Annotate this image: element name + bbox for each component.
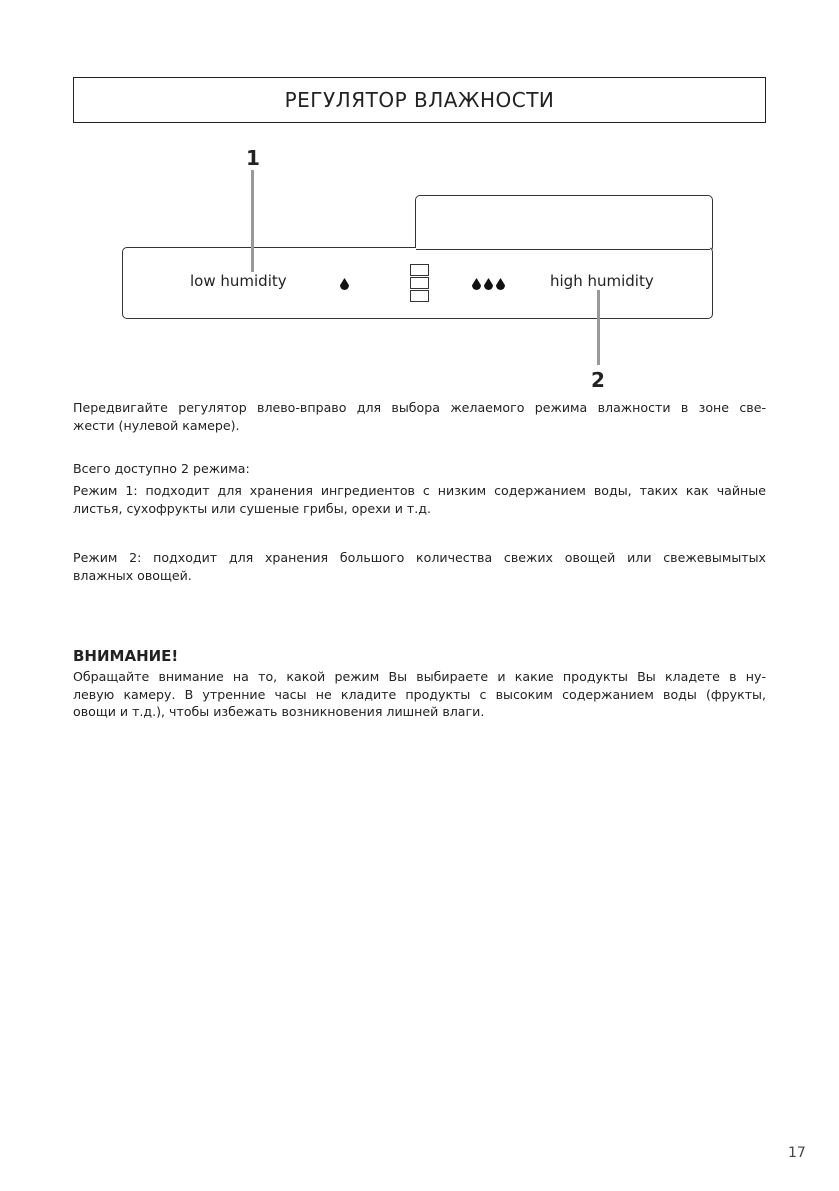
- text-line: овощи и т.д.), чтобы избежать возникновения лишней влаги.: [73, 704, 485, 719]
- callout-2: 2: [591, 368, 605, 392]
- page-title: РЕГУЛЯТОР ВЛАЖНОСТИ: [73, 77, 766, 123]
- page-number: 17: [788, 1145, 806, 1161]
- text-line: Режим 1: подходит для хранения ингредиентов с низким содержанием воды, таких как чайные: [73, 483, 766, 498]
- paragraph-mode-2: [73, 549, 766, 584]
- upper-panel: [415, 195, 713, 252]
- slider-icon[interactable]: [410, 264, 429, 303]
- text-line: Передвигайте регулятор влево-вправо для выбора желаемого режима влажности в зоне све-: [73, 400, 766, 415]
- text-line: листья, сухофрукты или сушеные грибы, орехи и т.д.: [73, 500, 431, 516]
- text-line: Режим 2: подходит для хранения большого количества свежих овощей или свежевымытых: [73, 550, 766, 565]
- paragraph-intro: [73, 399, 766, 434]
- warning-heading: ВНИМАНИЕ!: [73, 647, 179, 665]
- high-humidity-label: high humidity: [550, 272, 654, 290]
- callout-1-leader: [251, 170, 254, 272]
- panel-divider: [416, 246, 710, 250]
- text-line: влажных овощей.: [73, 567, 192, 583]
- single-drop-icon: [340, 275, 352, 294]
- callout-2-leader: [597, 290, 600, 365]
- text-line: жести (нулевой камере).: [73, 417, 240, 433]
- warning-text: [73, 668, 766, 721]
- text-line: левую камеру. В утренние часы не кладите продукты с высоким содержанием воды (фрукты,: [73, 686, 766, 702]
- triple-drop-icon: [472, 275, 508, 294]
- paragraph-modes: Всего доступно 2 режима:: [73, 461, 250, 476]
- low-humidity-label: low humidity: [190, 272, 287, 290]
- callout-1: 1: [246, 146, 260, 170]
- text-line: Обращайте внимание на то, какой режим Вы выбираете и какие продукты Вы кладете в ну-: [73, 669, 766, 684]
- paragraph-mode-1: [73, 482, 766, 517]
